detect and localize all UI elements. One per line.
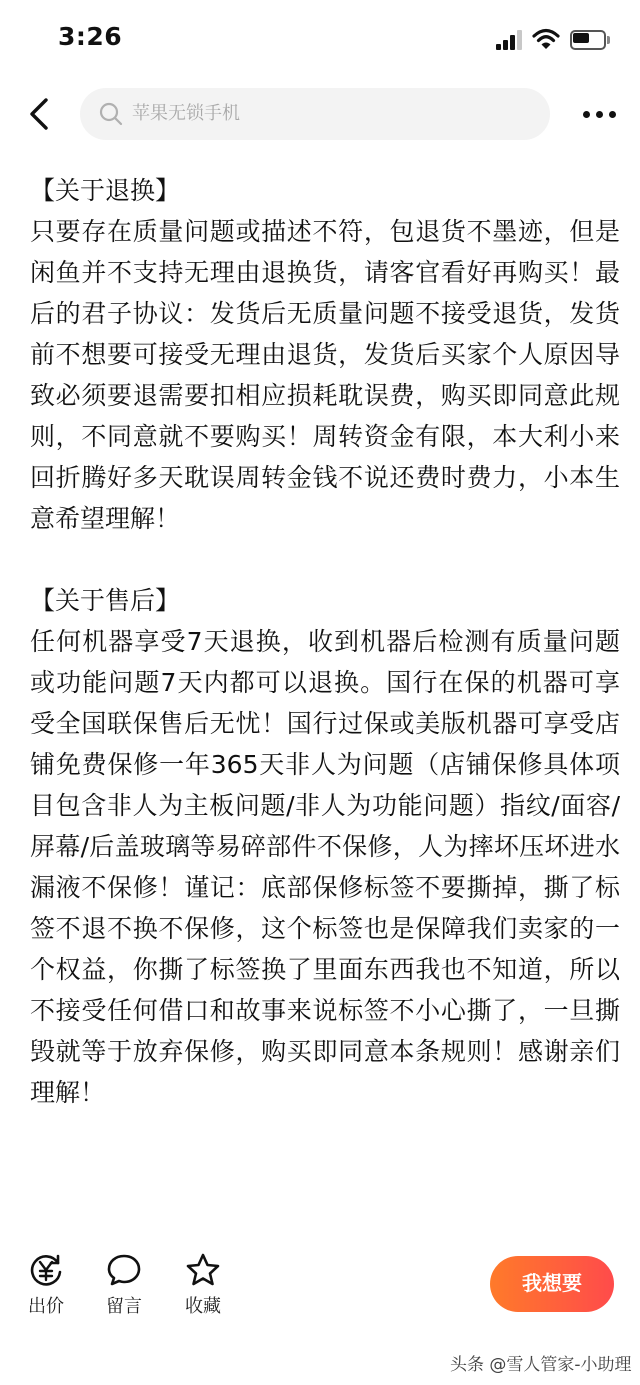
watermark-text: 头条 @雪人管家-小助理 [450,1355,632,1375]
cellular-signal-icon [496,30,524,50]
search-bar[interactable] [80,88,550,140]
wifi-icon [532,27,560,51]
battery-icon [570,30,610,50]
section-title-return: 【关于退换】 [30,176,181,205]
comment-button[interactable] [94,1252,154,1318]
comment-label: 留言 [106,1296,142,1317]
status-time: 3:26 [58,22,123,51]
back-button[interactable] [22,94,62,134]
section-body-aftersale: 任何机器享受7天退换，收到机器后检测有质量问题或功能问题7天内都可以退换。国行在保的机器可享受全国联保售后无忧！国行过保或美版机器可享受店铺免费保修一年365天非人为问题（店铺保修具体项目包含非人为主板问题/非人为功能问题）指纹/面容/屏幕/后盖玻璃等易碎部件不保修，人为摔坏压坏进水漏液不保修！谨记：底部保修标签不要撕掉，撕了标签不退不换不保修，这个标签也是保障我们卖家的一个权益，你撕了标签换了里面东西我也不知道，所以不接受任何借口和故事来说标签不小心撕了，一旦撕毁就等于放弃保修，购买即同意本条规则！感谢亲们理解！ [30,627,620,1107]
star-icon [185,1252,221,1288]
search-icon [98,101,124,127]
nav-bar [0,80,640,152]
section-spacer [30,539,620,580]
search-input[interactable]: 苹果无锁手机 [132,103,240,124]
offer-button[interactable] [16,1252,76,1318]
section-title-aftersale: 【关于售后】 [30,586,181,615]
status-bar [0,0,640,80]
bottom-action-bar [0,1240,640,1330]
more-button[interactable] [580,100,620,130]
want-button[interactable]: 我想要 [490,1256,614,1312]
offer-label: 出价 [28,1296,64,1317]
chat-bubble-icon [106,1252,142,1288]
item-description [30,170,620,1113]
section-body-return: 只要存在质量问题或描述不符，包退货不墨迹，但是闲鱼并不支持无理由退换货，请客官看好再购买！最后的君子协议：发货后无质量问题不接受退货，发货前不想要可接受无理由退货，发货后买家个人原因导致必须要退需要扣相应损耗耽误费，购买即同意此规则，不同意就不要购买！周转资金有限，本大利小来回折腾好多天耽误周转金钱不说还费时费力，小本生意希望理解！ [30,217,620,533]
yen-exchange-icon [28,1252,64,1288]
favorite-label: 收藏 [185,1296,221,1317]
favorite-button[interactable] [173,1252,233,1318]
